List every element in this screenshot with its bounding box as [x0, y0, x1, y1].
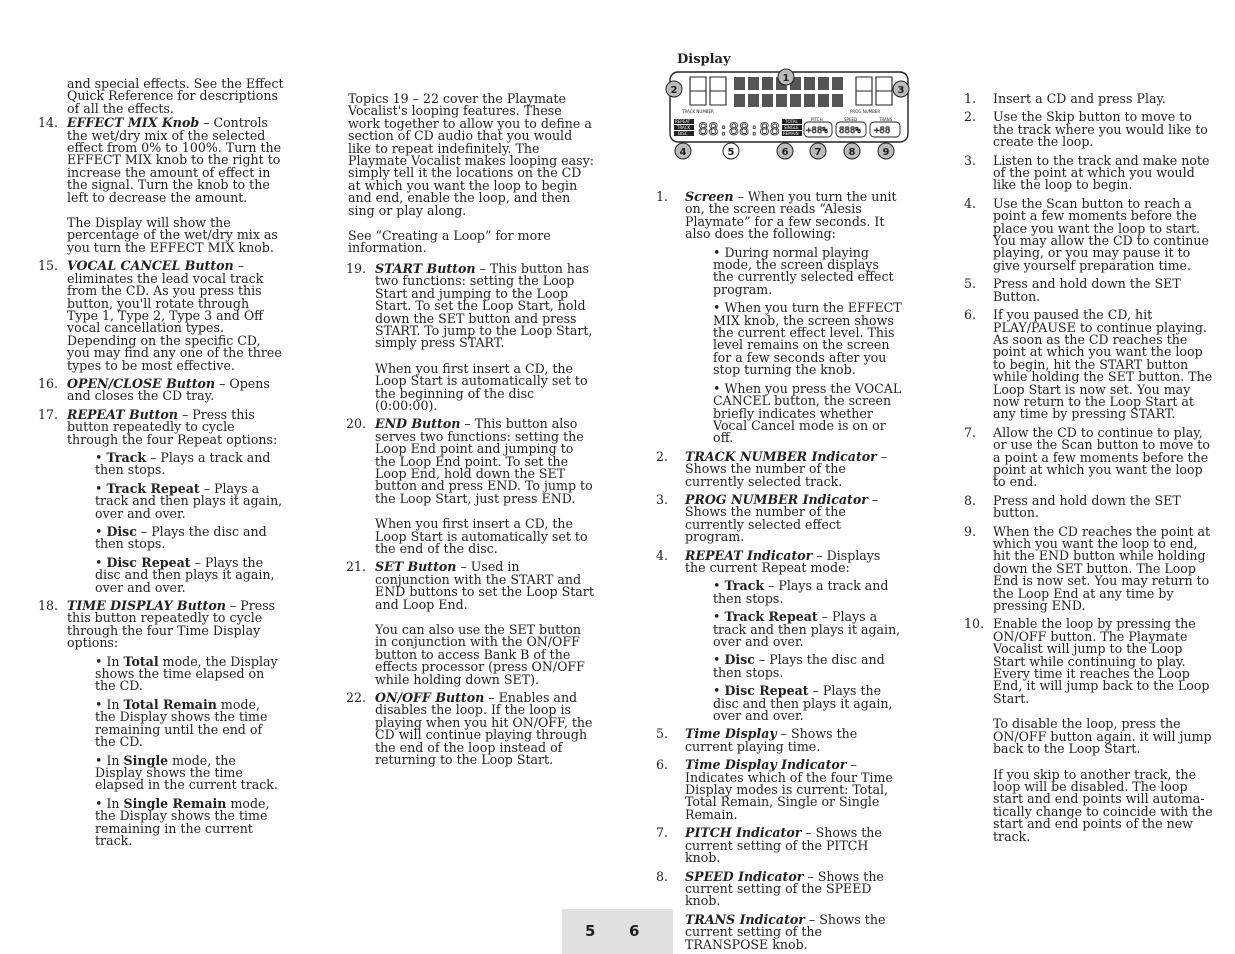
list-item: 15. VOCAL CANCEL Button – eliminates the lead vocal track from the CD. As you press this button, you'll rotate through Type 1, Type 2, Type 3 and Off vocal cancellation types. Depending on the specific CD, you may find any one of the three types to be most effective. — [38, 258, 282, 373]
step-item: 7. Allow the CD to continue to play, or use the Scan button to move to a point a few moments before the point at which you want the loop to end. — [964, 424, 1210, 490]
item-term: REPEAT Button — [67, 406, 178, 422]
page-number-right: 6 — [629, 922, 640, 940]
list-item: 4. REPEAT Indicator – Displays the current Repeat mode: — [656, 547, 881, 575]
svg-text:2: 2 — [670, 85, 678, 96]
trans-label: TRANS — [879, 117, 893, 122]
sub-item: • Track Repeat – Plays a track and then plays it again, over and over. — [95, 480, 283, 521]
time-options — [39, 653, 284, 848]
svg-text:9: 9 — [882, 147, 890, 158]
col1-intro: and special effects. See the Effect Quick Reference for descriptions of all the effects. — [67, 76, 284, 116]
list-item: 7. PITCH Indicator – Shows the current setting of the PITCH knob. — [656, 825, 882, 866]
prog-number-label: PROG NUMBER — [850, 109, 881, 114]
svg-text:7: 7 — [814, 147, 822, 158]
sub-item: • Disc Repeat – Plays the disc and then plays it again, over and over. — [713, 683, 893, 724]
svg-text:5: 5 — [727, 147, 735, 158]
svg-text:3: 3 — [897, 85, 905, 96]
page-number-left: 5 — [585, 922, 596, 940]
item-term: END Button — [375, 416, 461, 432]
sub-item: • Track – Plays a track and then stops. — [713, 578, 889, 606]
svg-text:+88: +88 — [874, 126, 891, 136]
item-term: PITCH Indicator — [685, 825, 802, 841]
callout-6 — [777, 143, 793, 159]
item-term: Time Display — [685, 726, 777, 742]
speed-label: SPEED — [844, 117, 858, 122]
repeat-indicator-options — [657, 580, 902, 722]
list-item: 3. PROG NUMBER Indicator – Shows the number of the currently selected effect program. — [656, 491, 879, 545]
sub-item: • During normal playing mode, the screen displays the currently selected effect program. — [713, 244, 894, 297]
item-term: OPEN/CLOSE Button — [67, 375, 216, 391]
sub-item: • In Total Remain mode, the Display shows the time remaining until the end of the CD. — [95, 696, 268, 750]
item-term: TRACK NUMBER Indicator — [685, 448, 877, 464]
callout-4 — [675, 143, 691, 159]
svg-text:SINGLE: SINGLE — [784, 125, 799, 130]
item-term: PROG NUMBER Indicator — [685, 491, 868, 507]
svg-text:REMAIN: REMAIN — [783, 131, 799, 136]
step-item: 9. When the CD reaches the point at which you want the loop to end, hit the END button while holding down the SET button. The Loop End is now set. You may return to the Loop End at any time by pressing END. — [964, 523, 1211, 614]
list-item: 17. REPEAT Button – Press this button repeatedly to cycle through the four Repeat options: — [38, 406, 278, 447]
time-display: 88:88:88 — [698, 120, 780, 140]
callout-5 — [723, 143, 739, 159]
callout-8 — [844, 143, 860, 159]
callout-2 — [666, 81, 682, 97]
list-item: 2. TRACK NUMBER Indicator – Shows the number of the currently selected track. — [656, 448, 888, 489]
callout-3 — [893, 81, 909, 97]
list-item: TRANS Indicator – Shows the current setting of the TRANSPOSE knob. — [685, 911, 886, 952]
svg-text:REPEAT: REPEAT — [675, 119, 691, 124]
svg-text:1: 1 — [782, 73, 790, 84]
sub-item: • In Total mode, the Display shows the time elapsed on the CD. — [95, 653, 278, 694]
svg-text:6: 6 — [781, 147, 789, 158]
item-term: START Button — [375, 260, 476, 276]
list-item: 21. SET Button – Used in conjunction with the START and END buttons to set the Loop Start and Loop End. You can also use the SET button in conjunction with the ON/OFF button to access Bank B of the effects processor (press ON/OFF while holding down SET). — [346, 559, 594, 687]
list-item: 14. EFFECT MIX Knob – Controls the wet/dry mix of the selected effect from 0% to 100%. Turn the EFFECT MIX knob to the right to increase the amount of effect in the signal. Turn the knob to the left to decrease the amount. The Display will show the percentage of the wet/dry mix as you turn the EFFECT MIX knob. — [38, 115, 282, 255]
step-item: 4. Use the Scan button to reach a point a few moments before the place you want the loop to start. You may allow the CD to continue playing, or you may pause it to give yourself preparation time. — [964, 195, 1209, 273]
item-term: ON/OFF Button — [375, 690, 485, 706]
sub-item: • In Single mode, the Display shows the time elapsed in the current track. — [95, 752, 278, 793]
step-item: 10. Enable the loop by pressing the ON/OFF button. The Playmate Vocalist will jump to the Loop Start while continuing to play. Every time it reaches the Loop End, it will jump back to the Loop Start. To disable the loop, press the ON/OFF button again. it will jump back to the Loop Start. If you skip to another track, the loop will be disabled. The loop start and end points will automa-tically change to coincide with the start and end points of the new track. — [964, 616, 1213, 844]
list-item: 6. Time Display Indicator – Indicates which of the four Time Display modes is current: Total, Total Remain, Single or Single Remain. — [656, 757, 893, 822]
callout-9 — [878, 143, 894, 159]
item-term: EFFECT MIX Knob — [67, 115, 200, 131]
step-item: 3. Listen to the track and make note of the point at which you would like the loop to begin. — [964, 152, 1210, 193]
svg-text:4: 4 — [679, 147, 687, 158]
lcd-display-diagram — [664, 67, 914, 167]
svg-text:+88%: +88% — [806, 126, 828, 136]
svg-text:TRACK: TRACK — [677, 125, 691, 130]
repeat-options — [39, 449, 284, 595]
step-item: 6. If you paused the CD, hit PLAY/PAUSE to continue playing. As soon as the CD reaches the point at which you want the loop to begin, hit the START button while holding the SET button. The Loop Start is now set. You may now return to the Loop Start at any time by pressing START. — [964, 307, 1213, 422]
column-2 — [348, 93, 596, 773]
col2-see: See “Creating a Loop” for more information. — [348, 228, 551, 256]
item-term: Screen — [685, 189, 734, 204]
sub-item: • Disc Repeat – Plays the disc and then plays it again, over and over. — [95, 554, 275, 595]
callout-7 — [810, 143, 826, 159]
step-item: 2. Use the Skip button to move to the track where you would like to create the loop. — [964, 109, 1208, 150]
step-item: 5. Press and hold down the SET Button. — [964, 276, 1181, 304]
column-3 — [657, 191, 902, 954]
list-item: 5. Time Display – Shows the current playing time. — [656, 726, 858, 754]
svg-text:TOTAL: TOTAL — [785, 119, 798, 124]
column-1 — [39, 78, 284, 853]
list-item: 20. END Button – This button also serves two functions: setting the Loop End point and jumping to the Loop End point. To set the Loop End, hold down the SET button and press END. To jump to the Loop Start, just press END. When you first insert a CD, the Loop Start is automatically set to the end of the disc. — [346, 416, 593, 556]
time-display-indicator — [782, 119, 802, 136]
item-term: SET Button — [375, 559, 457, 575]
sub-item: • Track – Plays a track and then stops. — [95, 449, 271, 478]
sub-item: • In Single Remain mode, the Display shows the time remaining in the current track. — [95, 795, 270, 848]
col2-intro: Topics 19 – 22 cover the Playmate Vocalist's looping features. These work together to allow you to define a section of CD audio that you would like to repeat indefinitely. The Playmate Vocalist makes looping easy: simply tell it the locations on the CD at which you want the loop to begin and end, enable the loop, and then sing or play along. — [348, 91, 594, 218]
screen-options — [657, 244, 902, 446]
list-item: 1. Screen – When you turn the unit on, the screen reads “Alesis Playmate” for a few seconds. It also does the following: — [656, 189, 897, 242]
pitch-label: PITCH — [811, 117, 823, 122]
step-item: 1. Insert a CD and press Play. — [964, 91, 1166, 106]
page-number-footer — [562, 909, 673, 954]
item-term: SPEED Indicator — [685, 868, 804, 884]
item-term: TIME DISPLAY Button — [67, 598, 226, 614]
item-term: REPEAT Indicator — [685, 547, 813, 563]
svg-text:888%: 888% — [839, 126, 861, 136]
item-term: VOCAL CANCEL Button — [67, 258, 234, 274]
svg-text:DISC: DISC — [678, 131, 688, 136]
step-item: 8. Press and hold down the SET button. — [964, 492, 1181, 521]
item-term: TRANS Indicator — [685, 911, 805, 927]
item-term: Time Display Indicator — [685, 757, 847, 773]
track-number-label: TRACK NUMBER — [682, 109, 714, 114]
repeat-indicator — [674, 119, 694, 136]
sub-item: • When you press the VOCAL CANCEL button, the screen briefly indicates whether Vocal Cancel mode is on or off. — [713, 380, 902, 446]
callout-1 — [778, 69, 794, 85]
list-item: 19. START Button – This button has two functions: setting the Loop Start and jumping to the Loop Start. To set the Loop Start, hold down the SET button and press START. To jump to the Loop Start, simply press START. When you first insert a CD, the Loop Start is automatically set to the beginning of the disc (0:00:00). — [346, 260, 593, 413]
sub-item: • Disc – Plays the disc and then stops. — [95, 524, 267, 552]
sub-item: • Disc – Plays the disc and then stops. — [713, 652, 885, 680]
display-heading: Display — [677, 52, 731, 67]
svg-text:8: 8 — [848, 147, 856, 158]
sub-item: • Track Repeat – Plays a track and then plays it again, over and over. — [713, 609, 901, 649]
list-item: 18. TIME DISPLAY Button – Press this button repeatedly to cycle through the four Time Display options: — [38, 598, 276, 651]
list-item: 22. ON/OFF Button – Enables and disables the loop. If the loop is playing when you hit ON/OFF, the CD will continue playing through the end of the loop instead of returning to the Loop Start. — [346, 690, 593, 768]
list-item: 16. OPEN/CLOSE Button – Opens and closes the CD tray. — [38, 375, 270, 404]
sub-item: • When you turn the EFFECT MIX knob, the screen shows the current effect level. This level remains on the screen for a few seconds after you stop turning the knob. — [713, 300, 902, 378]
list-item: 8. SPEED Indicator – Shows the current setting of the SPEED knob. — [656, 868, 884, 909]
column-4 — [965, 93, 1215, 849]
